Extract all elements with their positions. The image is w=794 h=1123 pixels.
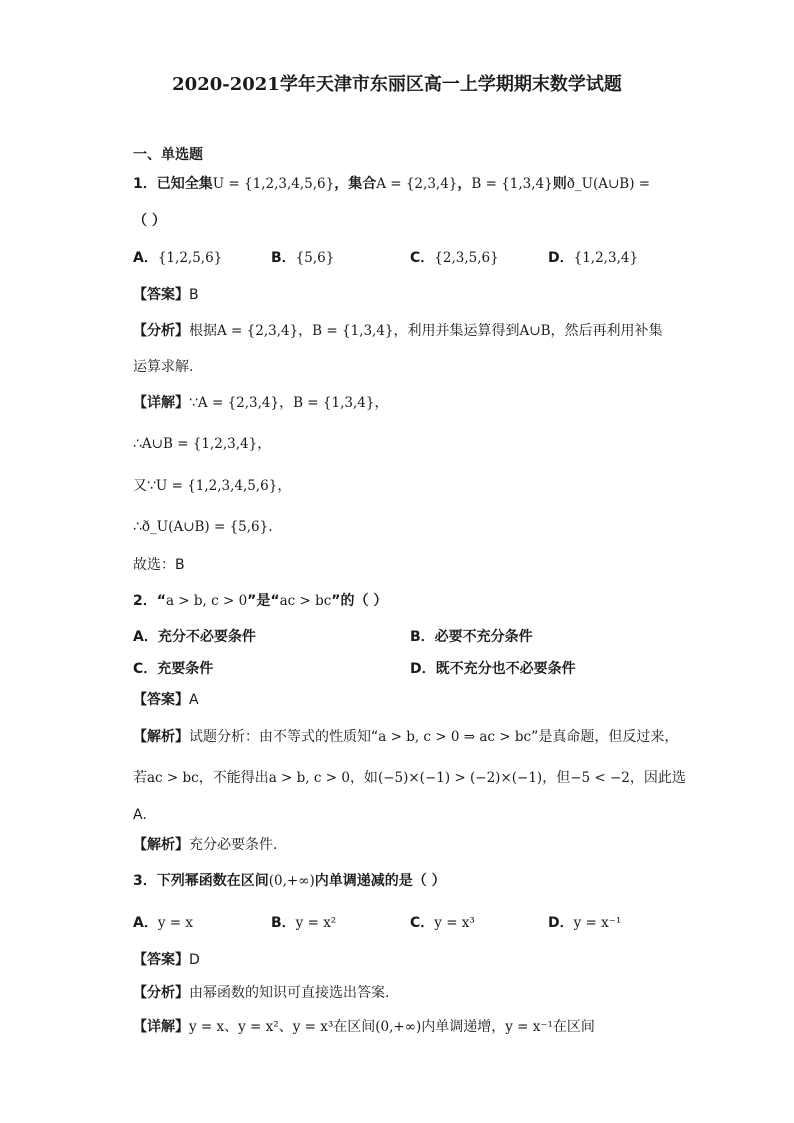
q3-detail-math-4: (0,+∞): [375, 1019, 422, 1035]
q1-detail-2: [133, 434, 271, 454]
q2-explanation-text-6: ，但: [542, 770, 571, 786]
q2-explanation-math-5: −5 < −2: [570, 770, 630, 786]
q2-explanation-text-3: 若: [133, 770, 147, 786]
q1-detail-1b: ，: [279, 395, 294, 411]
q2-explanation-text-9: 充分必要条件.: [189, 837, 278, 853]
q3-option-d: [548, 913, 621, 933]
q3-answer: [133, 950, 200, 970]
q3-text-1: 下列幂函数在区间: [156, 873, 269, 889]
q2-explanation-text-5: ，如: [349, 770, 378, 786]
q1-detail-4b: .: [268, 519, 273, 535]
q1-number: 1．: [133, 176, 157, 192]
q2-explanation-math-1: a > b, c > 0 ⇒ ac > bc: [378, 729, 532, 745]
q2-explanation-math-4: (−5)×(−1) > (−2)×(−1): [377, 770, 543, 786]
q2-text-3: ”的（ ）: [331, 593, 388, 609]
q2-explanation-1: [133, 727, 678, 747]
q3-detail-math-5: y = x⁻¹: [505, 1019, 553, 1035]
q3-analysis-tag: 【分析】: [133, 985, 189, 1001]
q1-detail-4-math: ð_U(A∪B) = {5,6}: [141, 519, 269, 535]
q3-detail-text-2: 、: [278, 1019, 293, 1035]
q3-number: 3．: [133, 873, 157, 889]
q1-option-c-label: C．: [410, 250, 435, 266]
q1-option-a-value: {1,2,5,6}: [157, 250, 223, 266]
q1-analysis-text-3: ，利用并集运算得到: [393, 323, 520, 339]
q2-explanation-text-4: ，不能得出: [198, 770, 269, 786]
q1-detail-1a: ∵: [189, 395, 198, 411]
q2-answer-tag: 【答案】: [133, 692, 189, 708]
q1-analysis-text-4: ，然后再利用补集: [550, 323, 663, 339]
q1-answer-tag: 【答案】: [133, 287, 189, 303]
q3-analysis-text: 由幂函数的知识可直接选出答案.: [189, 985, 390, 1001]
q2-answer-value: A: [189, 692, 199, 708]
q3-detail-math-2: y = x²: [238, 1019, 279, 1035]
q1-choice: 故选：B: [133, 557, 185, 573]
q1-analysis-math-3: A∪B: [519, 323, 551, 339]
q1-detail-tag: 【详解】: [133, 395, 189, 411]
q3-math-1: (0,+∞): [268, 873, 315, 889]
q2-number: 2．: [133, 593, 157, 609]
q1-detail-3a: 又∵: [133, 478, 156, 494]
q2-option-a: A．充分不必要条件: [133, 629, 256, 645]
q1-math-2: A = {2,3,4}: [376, 176, 458, 192]
q3-option-c-value: y = x³: [434, 915, 475, 931]
q2-math-1: a > b, c > 0: [165, 593, 248, 609]
q3-option-b-label: B．: [271, 915, 296, 931]
q1-analysis-text-2: ，: [298, 323, 313, 339]
q2-explanation-4: [133, 835, 277, 855]
q1-option-c: [410, 248, 499, 268]
q3-detail-math-1: y = x: [189, 1019, 225, 1035]
q1-math-1: U = {1,2,3,4,5,6}: [212, 176, 335, 192]
q1-detail-1c: ，: [374, 395, 389, 411]
q1-option-b-value: {5,6}: [295, 250, 335, 266]
q1-option-d-value: {1,2,3,4}: [573, 250, 639, 266]
q3-option-a: [133, 913, 193, 933]
q2-text-2: ”是“: [247, 593, 280, 609]
q3-detail-text-1: 、: [224, 1019, 239, 1035]
q2-explanation-math-2: ac > bc: [147, 770, 199, 786]
q1-stem: [133, 174, 650, 194]
q1-detail-3b: ，: [277, 478, 292, 494]
q2-math-2: ac > bc: [279, 593, 332, 609]
q1-analysis-math-2: B = {1,3,4}: [312, 323, 394, 339]
q1-detail-2a: ∴: [133, 436, 142, 452]
q3-option-d-label: D．: [548, 915, 574, 931]
q1-detail-3-math: U = {1,2,3,4,5,6}: [155, 478, 278, 494]
q3-option-a-label: A．: [133, 915, 158, 931]
q1-option-a: [133, 248, 222, 268]
q1-text-1: 已知全集: [156, 176, 213, 192]
q1-option-b-label: B．: [271, 250, 296, 266]
q1-text-3: ，: [457, 176, 472, 192]
page-title: 2020-2021学年天津市东丽区高一上学期期末数学试题: [172, 74, 622, 95]
q1-detail-2-math: A∪B = {1,2,3,4}: [141, 436, 258, 452]
q2-explanation-2: [133, 768, 686, 788]
section-heading: 一、单选题: [133, 147, 203, 163]
q1-analysis-math-1: A = {2,3,4}: [217, 323, 299, 339]
q1-detail-1-math-2: B = {1,3,4}: [293, 395, 375, 411]
q2-explanation-text-2: ”是真命题，但反过来，: [531, 729, 679, 745]
q1-option-d: [548, 248, 638, 268]
q1-text-2: ，集合: [334, 176, 377, 192]
q3-option-b: [271, 913, 336, 933]
q2-answer: [133, 690, 199, 710]
q1-detail-3: [133, 476, 291, 496]
q3-option-c: [410, 913, 475, 933]
q1-detail-4a: ∴: [133, 519, 142, 535]
q3-answer-value: D: [189, 952, 200, 968]
q3-detail-tag: 【详解】: [133, 1019, 189, 1035]
q2-text-1: “: [156, 593, 166, 609]
q3-option-c-label: C．: [410, 915, 435, 931]
q1-detail-1: [133, 393, 388, 413]
q1-answer-value: B: [189, 287, 199, 303]
q1-math-3: B = {1,3,4}: [471, 176, 553, 192]
q3-stem: [133, 871, 446, 891]
q1-analysis-cont: 运算求解.: [133, 359, 194, 375]
q2-explanation-3: A.: [133, 807, 147, 823]
q2-explanation-math-3: a > b, c > 0: [268, 770, 350, 786]
q3-text-2: 内单调递减的是（ ）: [314, 873, 446, 889]
q2-explanation-text-1: 试题分析：由不等式的性质知“: [189, 729, 379, 745]
q1-text-4: 则: [552, 176, 567, 192]
q1-detail-4: [133, 517, 273, 537]
q3-detail-text-3: 在区间: [333, 1019, 376, 1035]
q1-option-b: [271, 248, 334, 268]
q2-option-b: B．必要不充分条件: [410, 629, 533, 645]
q1-detail-2b: ，: [257, 436, 272, 452]
q3-detail: [133, 1017, 595, 1037]
q3-answer-tag: 【答案】: [133, 952, 189, 968]
q1-answer: [133, 285, 199, 305]
q3-detail-text-5: 在区间: [552, 1019, 595, 1035]
q3-option-a-value: y = x: [157, 915, 193, 931]
q1-analysis: [133, 321, 663, 341]
q1-paren: （ ）: [133, 213, 166, 229]
q1-analysis-text-1: 根据: [189, 323, 217, 339]
q1-option-c-value: {2,3,5,6}: [434, 250, 499, 266]
q1-analysis-tag: 【分析】: [133, 323, 189, 339]
q3-analysis: [133, 983, 389, 1003]
q3-option-b-value: y = x²: [295, 915, 337, 931]
q2-option-d: D．既不充分也不必要条件: [410, 661, 576, 677]
q1-option-a-label: A．: [133, 250, 158, 266]
q1-math-4: ð_U(A∪B) =: [566, 176, 651, 192]
q2-stem: [133, 591, 387, 611]
q2-explanation-tag: 【解析】: [133, 729, 189, 745]
q3-detail-text-4: 内单调递增，: [421, 1019, 506, 1035]
q1-detail-1-math-1: A = {2,3,4}: [197, 395, 280, 411]
q1-option-d-label: D．: [548, 250, 574, 266]
q3-detail-math-3: y = x³: [292, 1019, 334, 1035]
q2-option-c: C．充要条件: [133, 661, 214, 677]
q2-explanation-text-7: ，因此选: [629, 770, 686, 786]
q3-option-d-value: y = x⁻¹: [573, 915, 622, 931]
q2-explanation-tag-2: 【解析】: [133, 837, 189, 853]
